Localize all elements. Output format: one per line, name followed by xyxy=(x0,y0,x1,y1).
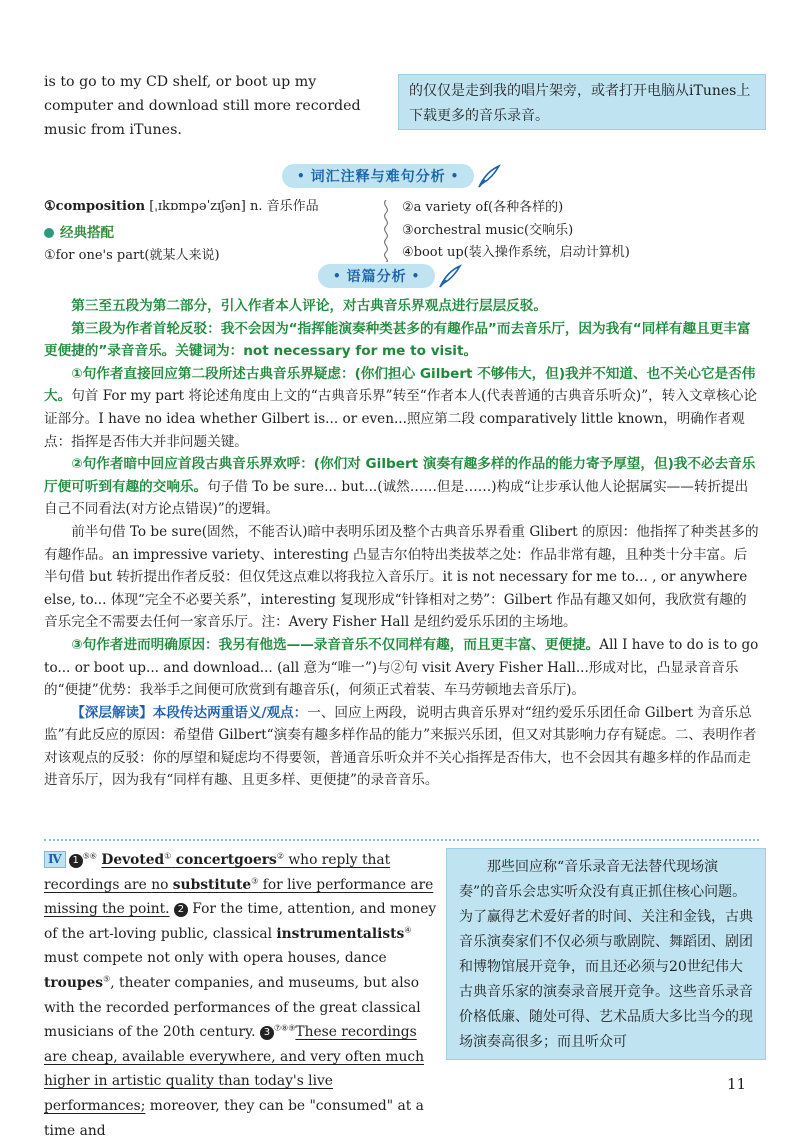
analysis-paragraph-1: 第三至五段为第二部分，引入作者本人评论，对古典音乐界观点进行层层反驳。 xyxy=(71,298,547,314)
collocation-item: ①for one's part(就某人来说) xyxy=(44,248,220,263)
vocab-header-title: 词汇注释与难句分析 xyxy=(310,169,446,185)
sentence-3: These recordings are cheap, available everywhere, and very often much higher in artistic quality than today's live performances; xyxy=(44,1024,425,1114)
chain-divider-icon xyxy=(380,200,392,262)
bullet-dot-icon xyxy=(44,228,54,238)
analysis-body xyxy=(44,295,759,792)
analysis-header-pill: • 语篇分析 • xyxy=(318,264,435,288)
analysis-section-header xyxy=(318,263,463,289)
passage-english-top: is to go to my CD shelf, or boot up my computer and download still more recorded music from iTunes. xyxy=(44,74,361,138)
collocation-heading: 经典搭配 xyxy=(44,222,374,245)
analysis-paragraph-4: ②句作者暗中回应首段古典音乐界欢呼：(你们对 Gilbert 演奏有趣多样的作品的能力寄予厚望，但)我不必去音乐厅便可听到有趣的交响乐。句子借 To be sure... but...(诚然……但是……)构成“让步承认他人论据属实——转折提出自己不同看法(对方论点错误)”的逻辑。 xyxy=(44,456,756,518)
analysis-paragraph-6: ③句作者进而明确原因：我另有他选——录音音乐不仅同样有趣，而且更丰富、更便捷。All I have to do is to go to... or boot up... and download... (all 意为“唯一”)与②句 visit Avery Fisher Hall...形成对比，凸显录音音乐的“便捷”优势：我举手之间便可欣赏到有趣音乐(，何须正式着装、车马劳顿地去音乐厅)。 xyxy=(44,636,759,699)
translation-box-top: 的仅仅是走到我的唱片架旁，或者打开电脑从iTunes上下载更多的音乐录音。 xyxy=(398,74,766,130)
vocab-section-header xyxy=(282,163,502,189)
vocab-entry-composition xyxy=(44,196,374,218)
passage-part4-english: Ⅳ 1 ⑤⑥ Devoted① concertgoers② who reply that recordings are no substitute③ for live performance are missing the point. 2 For the time, attention, and money of the art-loving public, classical instrumentalists④ must compete not only with opera houses, dance troupes⑤, theater companies, and museums, but also with the recorded performances of the great classical musicians of the 20th century. 3 ⑦⑧⑨These recordings are cheap, available everywhere, and very often much higher in artistic quality than today's live performances; moreover, they can be "consumed" at a time and xyxy=(44,851,437,1139)
paragraph-number-badge: Ⅳ xyxy=(44,851,66,868)
analysis-paragraph-3: ①句作者直接回应第二段所述古典音乐界疑虑：(你们担心 Gilbert 不够伟大，但)我并不知道、也不关心它是否伟大。句首 For my part 将论述角度由上文的“古典音乐界”转至“作者本人(代表普通的古典音乐听众)”，转入文章核心论证部分。I have no idea whether Gilbert is... or even...照应第二段 comparatively little known，明确作者观点：指挥是否伟大并非问题关键。 xyxy=(44,365,757,450)
translation-box-part4: 那些回应称“音乐录音无法替代现场演奏”的音乐会忠实听众没有真正抓住核心问题。为了赢得艺术爱好者的时间、关注和金钱，古典音乐演奏家们不仅必须与歌剧院、舞蹈团、剧团和博物馆展开竞争，而且还必须与20世纪伟大古典音乐家的演奏录音展开竞争。这些音乐录音价格低廉、随处可得、艺术品质大多比当今的现场演奏高很多；而且听众可 xyxy=(446,848,766,1060)
analysis-paragraph-5: 前半句借 To be sure(固然，不能否认)暗中表明乐团及整个古典音乐界看重 Glibert 的原因：他指挥了种类甚多的有趣作品。an impressive variety、interesting 凸显吉尔伯特出类拔萃之处：作品非常有趣，且种类十分丰富。后半句借 but 转折提出作者反驳：但仅凭这点难以将我拉入音乐厅。it is not necessary for me to... , or anywhere else, to... 体现“完全不必要关系”，interesting 复现形成“针锋相对之势”：Gilbert 作品有趣又如何，我欣赏有趣的音乐完全不需要去任何一家音乐厅。注：Avery Fisher Hall 是纽约爱乐乐团的主场地。 xyxy=(44,523,759,631)
vocab-left-column xyxy=(44,196,374,267)
sentence-1: Devoted① concertgoers② who reply that recordings are no substitute③ for live performance are missing the point. xyxy=(44,851,434,918)
vocab-right-column xyxy=(402,197,772,265)
analysis-header-title: 语篇分析 xyxy=(346,269,407,285)
sentence-number-3: 3 xyxy=(260,1026,274,1040)
quill-pen-icon xyxy=(476,163,502,189)
sentence-number-1: 1 xyxy=(69,854,83,868)
vocab-header-pill: • 词汇注释与难句分析 • xyxy=(282,164,474,188)
page-number: 11 xyxy=(727,1075,747,1093)
vocab-entry: ④boot up(装入操作系统，启动计算机) xyxy=(402,245,630,260)
vocab-word: ①composition xyxy=(44,199,146,214)
vocab-definition: [ˌɪkɒmpəˈzɪʃən] n. 音乐作品 xyxy=(149,199,319,214)
vocab-entry: ③orchestral music(交响乐) xyxy=(402,222,574,238)
quill-pen-icon xyxy=(437,263,463,289)
section-divider xyxy=(44,839,759,841)
analysis-paragraph-2: 第三段为作者首轮反驳：我不会因为“指挥能演奏种类甚多的有趣作品”而去音乐厅，因为我有“同样有趣且更丰富更便捷的”录音音乐。关键词为：not necessary for me to visit。 xyxy=(44,320,751,360)
deep-interpretation: 【深层解读】本段传达两重语义/观点：一、回应上两段，说明古典音乐界对“纽约爱乐乐团任命 Gilbert 为音乐总监”有此反应的原因：希望借 Gilbert“演奏有趣多样作品的能力”来振兴乐团，但又对其影响力存有疑虑。二、表明作者对该观点的反驳：你的厚望和疑虑均不得要领，普通音乐听众并不关心指挥是否伟大，也不会因其有趣多样的作品而走进音乐厅，因为我有“同样有趣、且更多样、更便捷”的录音音乐。 xyxy=(44,704,757,789)
vocab-entry: ②a variety of(各种各样的) xyxy=(402,200,564,215)
sentence-number-2: 2 xyxy=(174,903,188,917)
